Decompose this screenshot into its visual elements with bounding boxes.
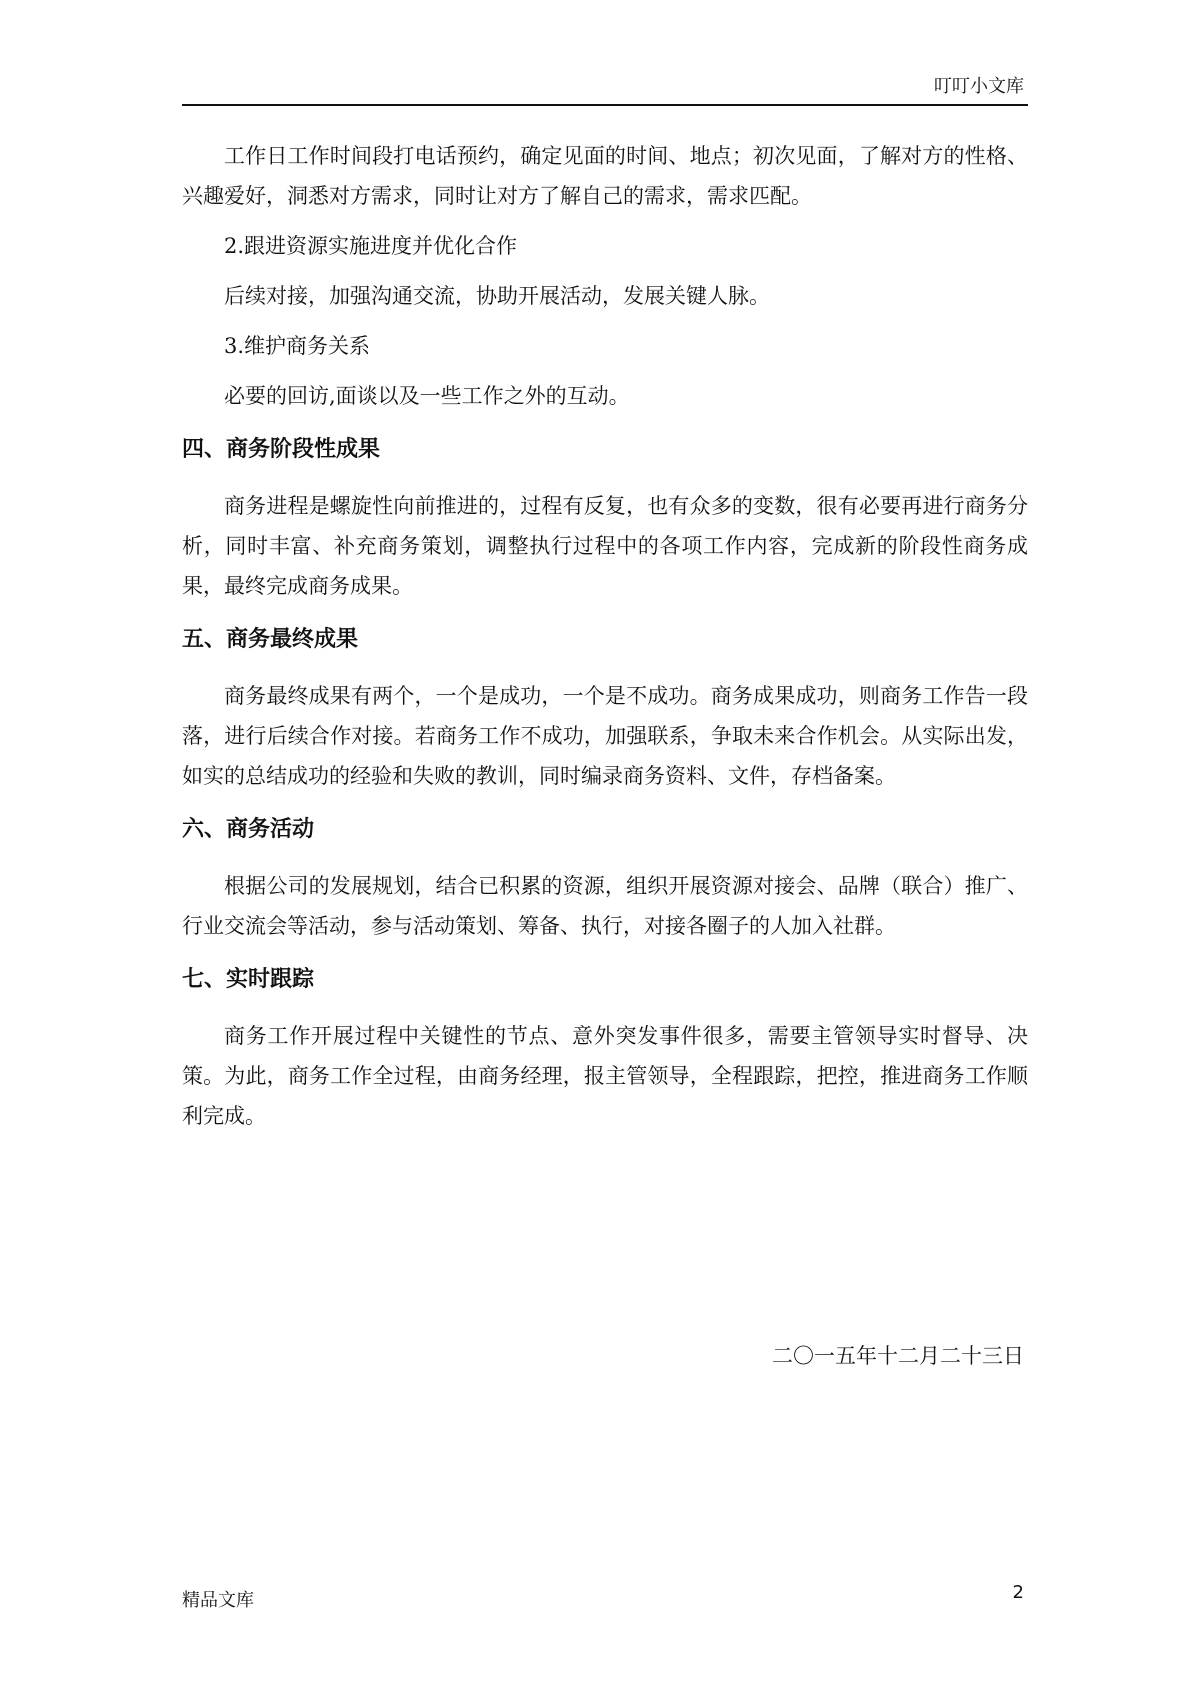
section-6-heading: 六、商务活动	[182, 817, 315, 842]
section-5-heading: 五、商务最终成果	[182, 627, 359, 652]
footer-label: 精品文库	[182, 1590, 254, 1611]
item-3-title: 3.维护商务关系	[224, 334, 371, 358]
section-4-text: 商务进程是螺旋性向前推进的，过程有反复，也有众多的变数，很有必要再进行商务分析，同时丰富、补充商务策划，调整执行过程中的各项工作内容，完成新的阶段性商务成果，最终完成商务成果。	[182, 494, 1028, 598]
page-number: 2	[1012, 1582, 1024, 1603]
document-date: 二〇一五年十二月二十三日	[772, 1344, 1024, 1368]
section-5-text: 商务最终成果有两个，一个是成功，一个是不成功。商务成果成功，则商务工作告一段落，进行后续合作对接。若商务工作不成功，加强联系，争取未来合作机会。从实际出发，如实的总结成功的经验和失败的教训，同时编录商务资料、文件，存档备案。	[182, 684, 1028, 788]
section-6-text: 根据公司的发展规划，结合已积累的资源，组织开展资源对接会、品牌（联合）推广、行业交流会等活动，参与活动策划、筹备、执行，对接各圈子的人加入社群。	[182, 874, 1028, 938]
section-4-heading: 四、商务阶段性成果	[182, 437, 381, 462]
item-2-text: 后续对接，加强沟通交流，协助开展活动，发展关键人脉。	[224, 284, 770, 308]
paragraph-contact: 工作日工作时间段打电话预约，确定见面的时间、地点；初次见面，了解对方的性格、兴趣爱好，洞悉对方需求，同时让对方了解自己的需求，需求匹配。	[182, 144, 1028, 208]
section-7-heading: 七、实时跟踪	[182, 967, 315, 992]
section-7-text: 商务工作开展过程中关键性的节点、意外突发事件很多，需要主管领导实时督导、决策。为此，商务工作全过程，由商务经理，报主管领导，全程跟踪，把控，推进商务工作顺利完成。	[182, 1024, 1028, 1128]
header-divider	[182, 104, 1028, 106]
item-2-title: 2.跟进资源实施进度并优化合作	[224, 234, 518, 258]
header-brand: 叮叮小文库	[934, 76, 1024, 97]
document-body	[182, 136, 1028, 1136]
item-3-text: 必要的回访,面谈以及一些工作之外的互动。	[224, 384, 630, 408]
